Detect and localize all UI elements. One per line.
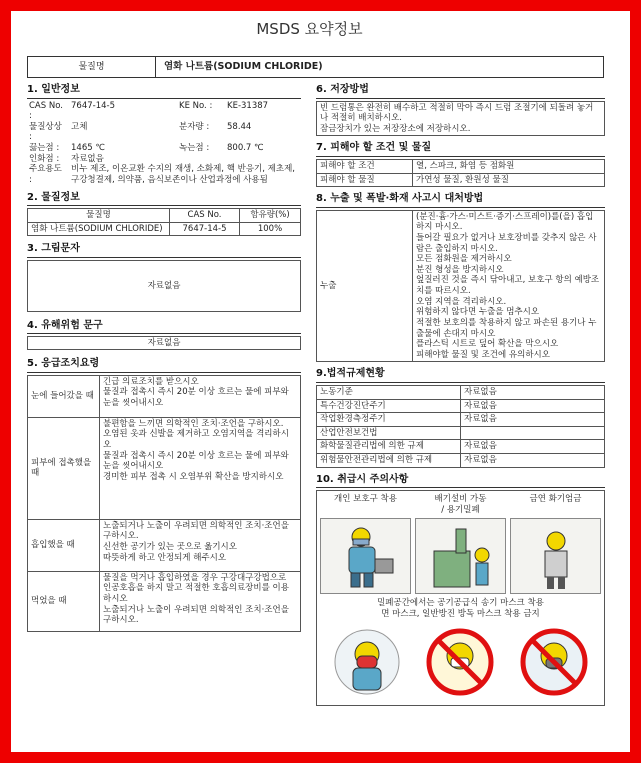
regulation-value: 자료없음	[461, 399, 605, 413]
avoid-conditions-value: 열, 스파크, 화염 등 점화원	[413, 159, 605, 173]
ventilation-picture	[415, 518, 506, 594]
section-9-title: 9.법적규제현황	[316, 368, 605, 383]
regulation-label: 위험물안전관리법에 의한 규제	[317, 454, 461, 468]
avoid-conditions-label: 피해야 할 조건	[317, 159, 413, 173]
hazard-statement-box: 자료없음	[27, 336, 301, 350]
first-aid-eye-text: 긴급 의료조치를 받으시오 물질과 접촉시 즉시 20분 이상 흐르는 물에 피부와 눈을 씻어내시오	[100, 375, 301, 417]
mw-value: 58.44	[227, 121, 252, 132]
substance-header-cas: CAS No.	[170, 209, 240, 223]
substance-cas: 7647-14-5	[170, 222, 240, 236]
first-aid-skin-text: 불편함을 느끼면 의학적인 조치·조언을 구하시오. 오염된 옷과 신발을 제거하고 오염지역을 격리하시오 물질과 접촉시 즉시 20분 이상 흐르는 물에 피부와 눈을 씻어내시오 경미한 피부 접촉 시 오염부위 확산을 방지하시오	[100, 417, 301, 519]
section-4-title: 4. 유해위험 문구	[27, 320, 301, 335]
section-3-title: 3. 그림문자	[27, 243, 301, 258]
use-label: 주요용도 :	[29, 164, 62, 185]
section-6-title: 6. 저장방법	[316, 84, 605, 99]
cas-value: 7647-14-5	[71, 100, 115, 111]
handling-pictures-row	[320, 494, 601, 594]
first-aid-eye-label: 눈에 들어갔을 때	[28, 375, 100, 417]
regulation-value: 자료없음	[461, 440, 605, 454]
storage-text: 빈 드럼통은 완전히 배수하고 적절히 막아 즉시 드럼 조절기에 되돌려 놓거나 적절히 배치하시오. 잠금장치가 있는 저장장소에 저장하시오.	[316, 101, 605, 137]
section-2-title: 2. 물질정보	[27, 192, 301, 207]
first-aid-inhale-text: 노출되거나 노출이 우려되면 의학적인 조치·조언을 구하시오. 신선한 공기가 있는 곳으로 옮기시오 따뜻하게 하고 안정되게 해주시오	[100, 519, 301, 571]
ppe-worker-picture	[320, 518, 411, 594]
handling-no-smoking-label: 금연 화기엄금	[529, 494, 582, 505]
prohibited-masks-row	[320, 622, 601, 702]
section-8-title: 8. 누출 및 폭발·화재 사고시 대처방법	[316, 193, 605, 208]
first-aid-ingest-text: 물질을 먹거나 흡입하였을 경우 구강대구강법으로 인공호흡을 하지 말고 적절한 호흡의료장비를 이용하시오 노출되거나 노출이 우려되면 의학적인 조치·조언을 구하시오.	[100, 571, 301, 631]
pictogram-box: 자료없음	[27, 260, 301, 312]
regulation-value: 자료없음	[461, 454, 605, 468]
state-label: 물질상상 :	[29, 121, 62, 143]
ke-label: KE No. :	[179, 100, 213, 111]
bp-value: 1465 ℃	[71, 143, 105, 153]
substance-content: 100%	[240, 222, 301, 236]
mp-label: 녹는점 :	[179, 143, 210, 153]
substance-header-content: 함유량(%)	[240, 209, 301, 223]
regulation-value: 자료없음	[461, 413, 605, 427]
first-aid-ingest-label: 먹었을 때	[28, 571, 100, 631]
section-5-title: 5. 응급조치요령	[27, 358, 301, 373]
handling-item-ventilation	[415, 494, 506, 594]
ke-value: KE-31387	[227, 100, 269, 111]
mp-value: 800.7 ℃	[227, 143, 264, 153]
avoid-table	[316, 159, 605, 187]
handling-ppe-label: 개인 보호구 착용	[334, 494, 397, 505]
bp-label: 끓는점 :	[29, 143, 60, 153]
left-column	[27, 84, 301, 632]
right-column	[316, 84, 605, 706]
spill-table	[316, 210, 605, 363]
product-name-row	[27, 56, 604, 78]
avoid-materials-value: 가연성 물질, 환원성 물질	[413, 173, 605, 187]
mw-label: 분자량 :	[179, 121, 210, 132]
spill-text: (분진·흄·가스·미스트·증기·스프레이)를(을) 흡입하지 마시오. 들어갈 필요가 없거나 보호장비를 갖추지 않은 사람은 출입하지 마시오. 모든 점화원을 제거하시오 분진 형성을 방지하시오 엎질러진 것을 즉시 닦아내고, 보호구 항의 예방조치를 따르시오. 오염 지역을 격리하시오. 위험하지 않다면 누출을 멈추시오 적절한 보호의를 착용하지 않고 파손된 용기나 누출물에 손대지 마시오 플라스틱 시트로 덮어 확산을 막으시오 피해야할 물질 및 조건에 유의하시오	[413, 210, 605, 362]
regulation-label: 특수건강진단주기	[317, 399, 461, 413]
general-info-table	[27, 101, 301, 186]
no-smoking-picture	[510, 518, 601, 594]
regulation-label: 작업환경측정주기	[317, 413, 461, 427]
no-dust-mask-icon	[518, 626, 590, 698]
product-name-label: 물질명	[28, 57, 156, 77]
regulation-table	[316, 385, 605, 468]
handling-box	[316, 490, 605, 706]
flash-value: 자료없음	[71, 153, 104, 164]
substance-header-name: 물질명	[28, 209, 170, 223]
first-aid-inhale-label: 흡입했을 때	[28, 519, 100, 571]
substance-name: 염화 나트륨(SODIUM CHLORIDE)	[28, 222, 170, 236]
cas-label: CAS No. :	[29, 100, 63, 122]
product-name-value: 염화 나트륨(SODIUM CHLORIDE)	[164, 61, 323, 72]
first-aid-skin-label: 피부에 접촉했을 때	[28, 417, 100, 519]
handling-item-no-smoking	[510, 494, 601, 594]
section-10-title: 10. 취급시 주의사항	[316, 474, 605, 489]
confined-space-note: 밀폐공간에서는 공기공급식 송기 마스크 착용 면 마스크, 일반방진 방독 마스크 착용 금지	[377, 598, 544, 619]
avoid-materials-label: 피해야 할 물질	[317, 173, 413, 187]
regulation-label: 화학물질관리법에 의한 규제	[317, 440, 461, 454]
flash-label: 인화점 :	[29, 153, 60, 164]
handling-item-ppe	[320, 494, 411, 594]
first-aid-table	[27, 375, 301, 632]
regulation-value	[461, 426, 605, 440]
regulation-label: 산업안전보건법	[317, 426, 461, 440]
no-smoking-icon	[521, 521, 591, 591]
regulation-label: 노동기준	[317, 385, 461, 399]
use-value: 비누 제조, 이온교환 수지의 재생, 소화제, 핵 반응기, 제초제, 구강청결제, 의약품, 음식보존이나 산업과정에 사용됨	[71, 164, 295, 185]
regulation-value: 자료없음	[461, 385, 605, 399]
section-1-title: 1. 일반정보	[27, 84, 301, 99]
no-cotton-mask-icon	[424, 626, 496, 698]
state-value: 고체	[71, 121, 88, 132]
substance-table	[27, 208, 301, 236]
spill-label: 누출	[317, 210, 413, 362]
page-title: MSDS 요약정보	[256, 20, 363, 38]
section-7-title: 7. 피해야 할 조건 및 물질	[316, 142, 605, 157]
worker-icon	[331, 521, 401, 591]
ventilation-icon	[426, 521, 496, 591]
supplied-air-mask-icon	[331, 626, 403, 698]
handling-ventilation-label: 배기설비 가동 / 용기밀폐	[434, 494, 487, 515]
